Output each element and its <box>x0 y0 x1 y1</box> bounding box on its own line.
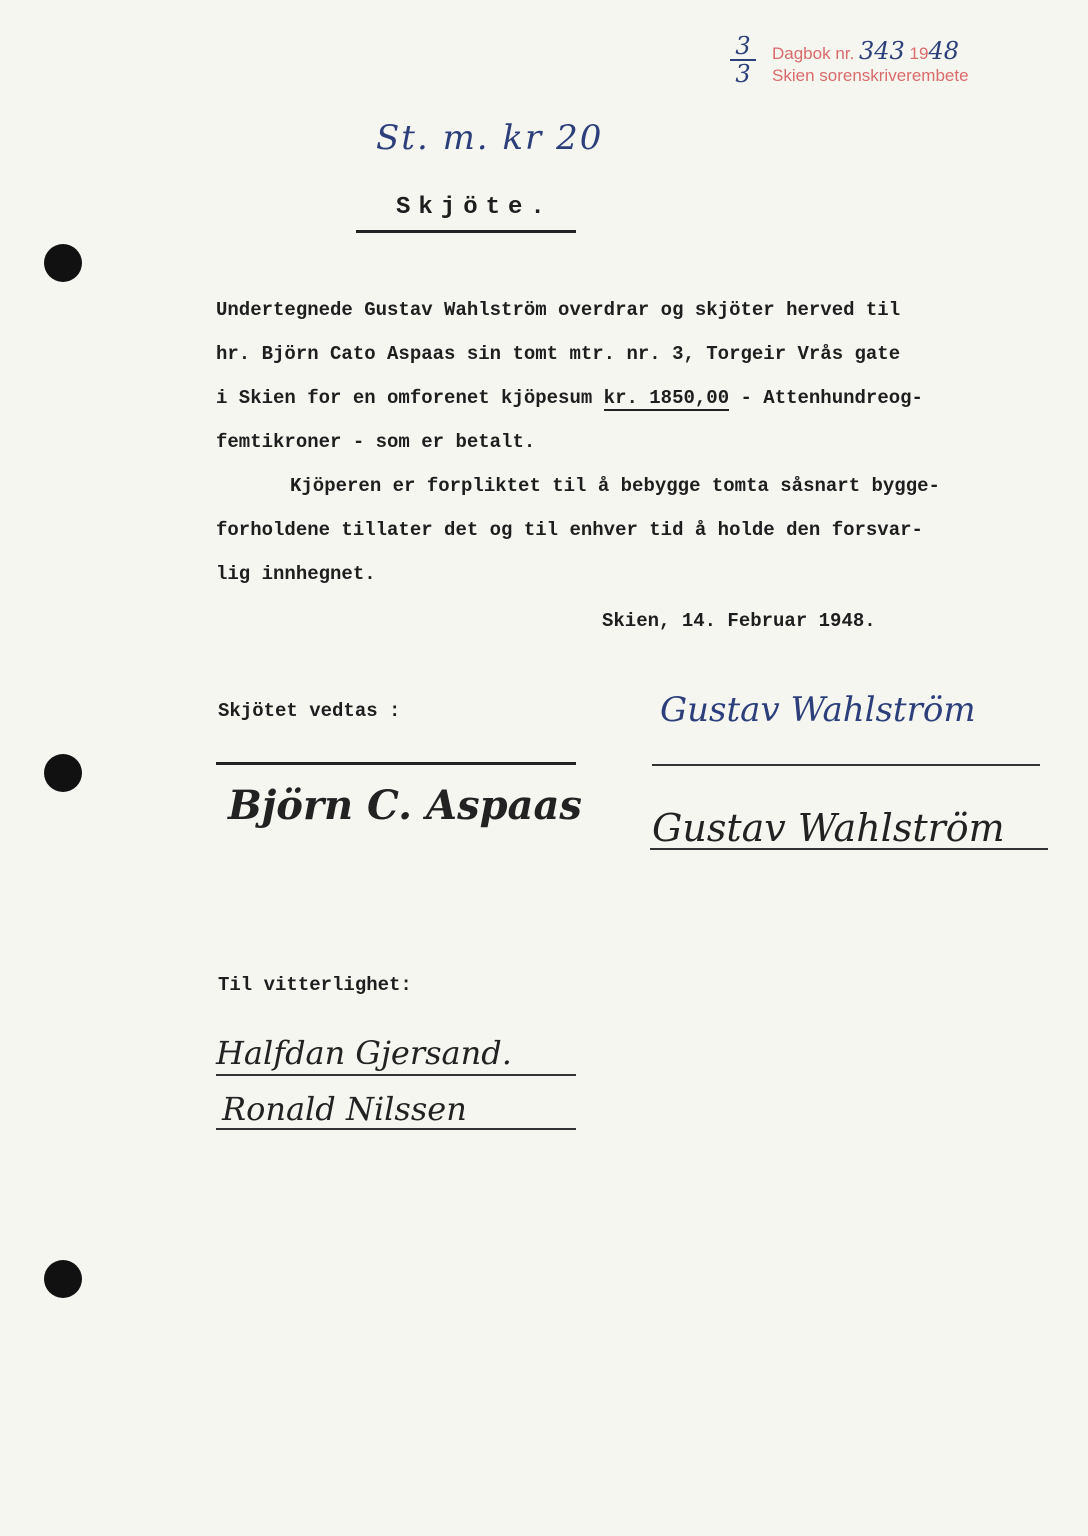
text-line: i Skien for en omforenet kjöpesum kr. 1850,00 - Attenhundreog- <box>216 387 923 409</box>
deed-text <box>216 288 1036 596</box>
witness-line-1 <box>216 1074 576 1076</box>
stamp-office: Skien sorenskriverembete <box>772 66 969 85</box>
document-title: Skjöte. <box>396 194 553 221</box>
text-line: femtikroner - som er betalt. <box>216 431 536 453</box>
text-line: Kjöperen er forpliktet til å bebygge tomta såsnart bygge- <box>290 475 940 497</box>
seller-signature-underline <box>650 848 1048 850</box>
acceptance-label: Skjötet vedtas : <box>218 700 401 722</box>
punch-hole <box>44 1260 82 1298</box>
text-line: Undertegnede Gustav Wahlström overdrar og skjöter herved til <box>216 299 901 321</box>
fraction-bottom: 3 <box>735 60 751 88</box>
witness-label: Til vitterlighet: <box>218 974 412 996</box>
witness-signature-1: Halfdan Gjersand. <box>216 1034 512 1072</box>
witness-line-2 <box>216 1128 576 1130</box>
punch-hole <box>44 754 82 792</box>
title-underline <box>356 230 576 233</box>
text-line: lig innhegnet. <box>216 563 376 585</box>
handwritten-fraction <box>730 34 756 86</box>
seller-signature-1: Gustav Wahlström <box>660 690 976 730</box>
text-line: hr. Björn Cato Aspaas sin tomt mtr. nr. 3, Torgeir Vrås gate <box>216 343 901 365</box>
handwritten-note: St. m. kr 20 <box>376 118 604 158</box>
punch-hole <box>44 244 82 282</box>
witness-signature-2: Ronald Nilssen <box>222 1090 467 1128</box>
stamp-label: Dagbok nr. <box>772 44 855 63</box>
stamp-year-prefix: 19 <box>909 44 929 63</box>
seller-signature-2: Gustav Wahlström <box>652 806 1005 850</box>
stamp-number: 343 <box>858 37 905 65</box>
text-line: forholdene tillater det og til enhver tid å holde den forsvar- <box>216 519 923 541</box>
seller-signature-line <box>652 764 1040 766</box>
date-line: Skien, 14. Februar 1948. <box>602 610 876 632</box>
purchase-amount: kr. 1850,00 <box>603 387 730 409</box>
buyer-signature-line <box>216 762 576 765</box>
buyer-signature: Björn C. Aspaas <box>228 782 582 829</box>
fraction-top: 3 <box>735 32 751 60</box>
stamp-year-suffix: 48 <box>928 37 959 65</box>
registry-stamp <box>772 37 969 87</box>
